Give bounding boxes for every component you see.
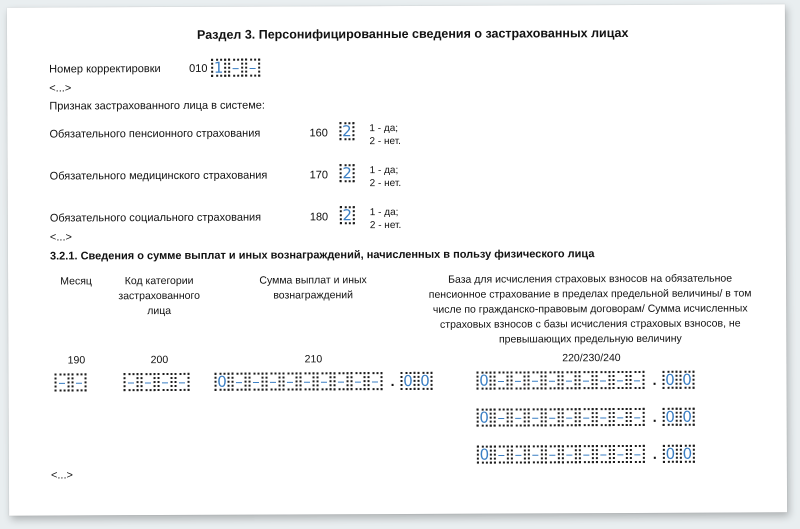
base-cell[interactable]: –: [629, 371, 644, 389]
payments-cell[interactable]: –: [231, 373, 246, 391]
base-cell[interactable]: –: [613, 445, 628, 463]
option-yes: 1 - да;: [369, 122, 399, 135]
base-cell[interactable]: –: [613, 408, 628, 426]
base-cell[interactable]: 0: [477, 409, 492, 427]
insured-row-code: 170: [309, 169, 329, 182]
base-row-cells: [477, 445, 697, 464]
code-month: 190: [67, 354, 86, 367]
decimal-separator: .: [652, 408, 657, 425]
base-cell[interactable]: –: [630, 445, 645, 463]
ellipsis-marker: <...>: [49, 231, 72, 244]
base-cell[interactable]: –: [493, 372, 508, 390]
base-row-cells: [477, 408, 697, 427]
decimal-separator: .: [652, 371, 657, 388]
base-cell[interactable]: –: [544, 371, 559, 389]
col-header-payments: Сумма выплат и иных вознаграждений: [259, 274, 367, 302]
base-cell[interactable]: –: [545, 445, 560, 463]
ellipsis-marker: <...>: [49, 82, 72, 95]
col-header-month: Месяц: [60, 275, 92, 288]
option-yes: 1 - да;: [369, 164, 399, 177]
category-cells: [123, 373, 191, 391]
base-cell[interactable]: –: [579, 445, 594, 463]
base-cell[interactable]: –: [528, 445, 543, 463]
month-cell[interactable]: –: [71, 373, 86, 391]
payments-cell[interactable]: –: [248, 373, 263, 391]
base-decimal-cell[interactable]: 0: [680, 445, 695, 463]
option-no: 2 - нет.: [369, 135, 401, 148]
insured-row-value-cell[interactable]: 2: [339, 122, 354, 140]
base-cell[interactable]: –: [511, 445, 526, 463]
page-title: Раздел 3. Персонифицированные сведения о застрахованных лицах: [196, 25, 629, 42]
col-header-category: Код категории застрахованного лица: [118, 274, 200, 318]
correction-code: 010: [189, 62, 208, 75]
base-cell[interactable]: 0: [476, 372, 491, 390]
insured-row-label: Обязательного пенсионного страхования: [49, 127, 261, 141]
base-cell[interactable]: –: [562, 408, 577, 426]
insured-row-label: Обязательного медицинского страхования: [49, 169, 268, 183]
insured-row-code: 180: [309, 211, 329, 224]
insured-row-label: Обязательного социального страхования: [49, 211, 262, 225]
ellipsis-marker: <...>: [50, 469, 73, 482]
insured-row-cells: [340, 164, 357, 182]
payments-cell[interactable]: 0: [214, 373, 229, 391]
base-cell[interactable]: –: [561, 371, 576, 389]
code-base: 220/230/240: [562, 352, 621, 365]
month-cell[interactable]: –: [54, 373, 69, 391]
payments-cell[interactable]: –: [316, 372, 331, 390]
base-cell[interactable]: –: [510, 371, 525, 389]
option-yes: 1 - да;: [369, 206, 399, 219]
base-cell[interactable]: –: [595, 371, 610, 389]
base-decimal-cell[interactable]: 0: [680, 408, 695, 426]
payments-decimal-cell[interactable]: 0: [400, 372, 415, 390]
base-cell[interactable]: –: [562, 445, 577, 463]
base-decimal-cell[interactable]: 0: [663, 445, 678, 463]
payments-decimal-cell[interactable]: 0: [417, 372, 432, 390]
insured-row-options: [369, 122, 401, 148]
payments-cell[interactable]: –: [282, 372, 297, 390]
correction-cells: [211, 59, 262, 77]
correction-cell[interactable]: –: [228, 59, 243, 77]
base-cell[interactable]: –: [596, 445, 611, 463]
base-cell[interactable]: –: [630, 408, 645, 426]
decimal-separator: .: [652, 445, 657, 462]
correction-label: Номер корректировки: [49, 63, 161, 76]
payments-cell[interactable]: –: [350, 372, 365, 390]
month-cells: [54, 373, 88, 391]
col-header-base: База для исчисления страховых взносов на обязательное пенсионное страхование в пределах предельной величины/ в том числе по гражданско-правовым договорам/ Сумма исчисленных страховых взносов с базы исчисления страховых взносов, не превышающих предельную величину: [428, 272, 752, 346]
base-cell[interactable]: –: [511, 408, 526, 426]
insured-row-cells: [339, 122, 356, 140]
correction-cell[interactable]: –: [245, 59, 260, 77]
payments-cell[interactable]: –: [333, 372, 348, 390]
category-cell[interactable]: –: [123, 373, 138, 391]
base-cell[interactable]: –: [596, 408, 611, 426]
base-cell[interactable]: –: [527, 371, 542, 389]
insured-row-cells: [340, 206, 357, 224]
insured-sign-title: Признак застрахованного лица в системе:: [49, 99, 265, 113]
payments-cells: [214, 372, 434, 391]
correction-cell[interactable]: 1: [211, 59, 226, 77]
option-no: 2 - нет.: [369, 219, 402, 232]
base-cell[interactable]: –: [494, 446, 509, 464]
base-cell[interactable]: –: [579, 408, 594, 426]
base-row-cells: [476, 371, 696, 390]
base-decimal-cell[interactable]: 0: [679, 371, 694, 389]
payments-cell[interactable]: –: [265, 373, 280, 391]
code-payments: 210: [304, 353, 323, 366]
base-decimal-cell[interactable]: 0: [662, 371, 677, 389]
payments-cell[interactable]: –: [299, 372, 314, 390]
code-category: 200: [150, 353, 169, 367]
category-cell[interactable]: –: [140, 373, 155, 391]
form-page: [7, 4, 787, 515]
base-cell[interactable]: –: [494, 409, 509, 427]
insured-row-code: 160: [309, 127, 328, 140]
category-cell[interactable]: –: [157, 373, 172, 391]
base-cell[interactable]: –: [578, 371, 593, 389]
base-cell[interactable]: –: [545, 408, 560, 426]
option-no: 2 - нет.: [369, 177, 402, 190]
base-cell[interactable]: –: [612, 371, 627, 389]
base-cell[interactable]: 0: [477, 446, 492, 464]
category-cell[interactable]: –: [174, 373, 189, 391]
insured-row-value-cell[interactable]: 2: [340, 164, 355, 182]
payments-cell[interactable]: –: [367, 372, 382, 390]
section-321-title: 3.2.1. Сведения о сумме выплат и иных вознаграждений, начисленных в пользу физического лица: [49, 248, 595, 263]
decimal-separator: .: [390, 373, 395, 390]
insured-row-value-cell[interactable]: 2: [340, 206, 355, 224]
insured-row-options: [370, 206, 402, 232]
base-cell[interactable]: –: [528, 408, 543, 426]
insured-row-options: [370, 164, 402, 190]
base-decimal-cell[interactable]: 0: [663, 408, 678, 426]
